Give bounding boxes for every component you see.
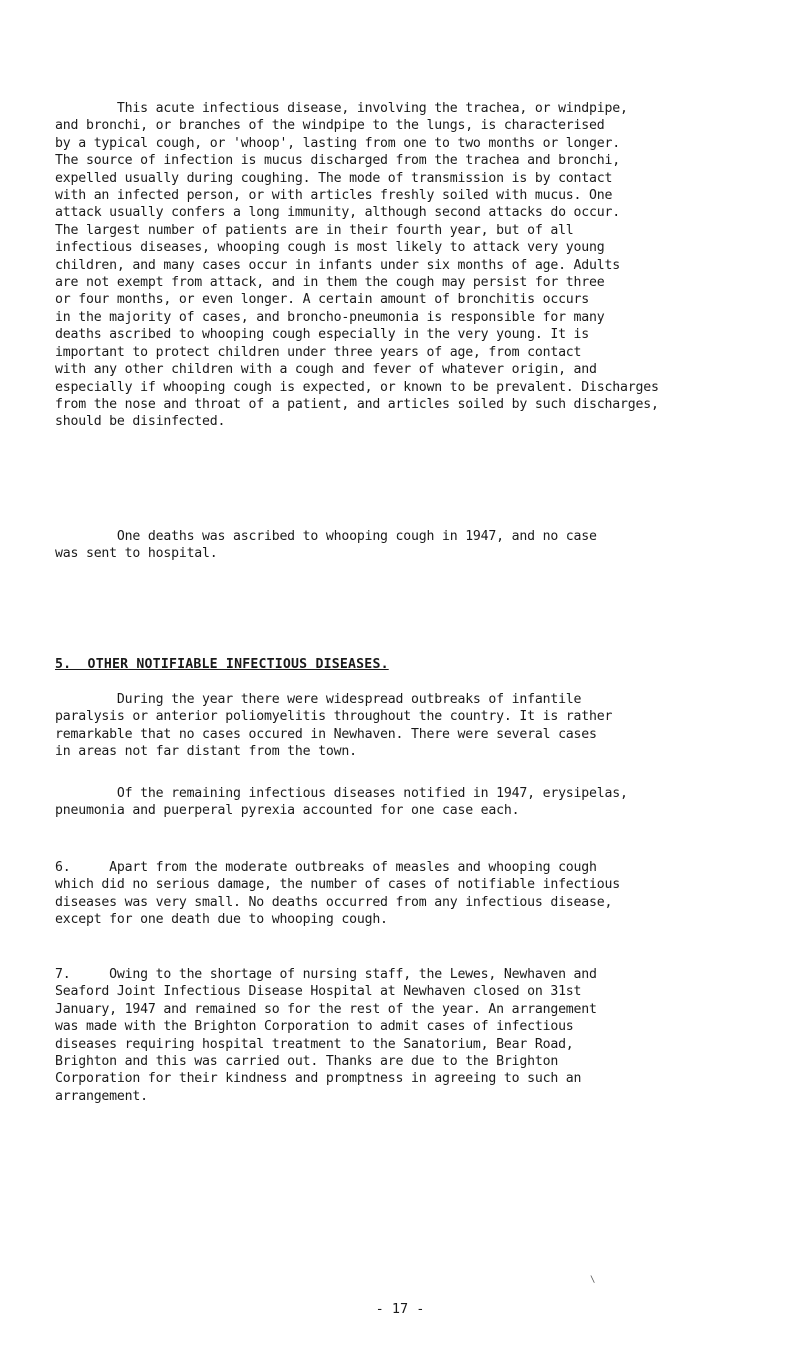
text-line: One deaths was ascribed to whooping cough in 1947, and no case	[55, 529, 597, 544]
text-line: expelled usually during coughing. The mode of transmission is by contact	[55, 170, 613, 186]
text-line: should be disinfected.	[55, 414, 226, 430]
text-line: or four months, or even longer. A certain amount of bronchitis occurs	[55, 292, 590, 308]
text-line: Corporation for their kindness and promptness in agreeing to such an	[55, 1071, 582, 1087]
text-line: Seaford Joint Infectious Disease Hospital at Newhaven closed on 31st	[55, 984, 582, 1000]
paragraph-7	[55, 966, 757, 1105]
text-line: remarkable that no cases occured in Newhaven. There were several cases	[55, 726, 597, 742]
text-line: During the year there were widespread outbreaks of infantile	[55, 692, 582, 707]
paragraph-deaths	[55, 528, 757, 563]
text-line: except for one death due to whooping cough.	[55, 912, 388, 928]
text-line: Of the remaining infectious diseases notified in 1947, erysipelas,	[55, 786, 628, 801]
paragraph-whooping-cough	[55, 100, 757, 431]
text-line: paralysis or anterior poliomyelitis throughout the country. It is rather	[55, 709, 613, 725]
text-line: January, 1947 and remained so for the rest of the year. An arrangement	[55, 1001, 597, 1017]
text-line: infectious diseases, whooping cough is most likely to attack very young	[55, 240, 605, 256]
text-line: important to protect children under three years of age, from contact	[55, 344, 582, 360]
text-line: with any other children with a cough and fever of whatever origin, and	[55, 362, 597, 378]
text-line: deaths ascribed to whooping cough especially in the very young. It is	[55, 327, 590, 343]
stray-mark: \	[590, 1275, 596, 1285]
text-line: diseases requiring hospital treatment to the Sanatorium, Bear Road,	[55, 1036, 574, 1052]
text-line: from the nose and throat of a patient, and articles soiled by such discharges,	[55, 396, 659, 412]
text-line: attack usually confers a long immunity, although second attacks do occur.	[55, 205, 620, 221]
text-line: arrangement.	[55, 1088, 148, 1104]
text-line: The largest number of patients are in their fourth year, but of all	[55, 222, 574, 238]
section-heading: 5. OTHER NOTIFIABLE INFECTIOUS DISEASES.	[55, 657, 389, 672]
text-line: children, and many cases occur in infants under six months of age. Adults	[55, 257, 620, 273]
text-line: which did no serious damage, the number of cases of notifiable infectious	[55, 877, 620, 893]
text-line: 7. Owing to the shortage of nursing staff, the Lewes, Newhaven and	[55, 967, 597, 982]
text-line: are not exempt from attack, and in them the cough may persist for three	[55, 275, 605, 291]
text-line: in areas not far distant from the town.	[55, 744, 357, 760]
text-line: was made with the Brighton Corporation to admit cases of infectious	[55, 1019, 574, 1035]
text-line: and bronchi, or branches of the windpipe to the lungs, is characterised	[55, 118, 605, 134]
text-line: diseases was very small. No deaths occurred from any infectious disease,	[55, 894, 613, 910]
text-line: This acute infectious disease, involving the trachea, or windpipe,	[55, 101, 628, 116]
paragraph-remaining-diseases	[55, 785, 757, 820]
text-line: was sent to hospital.	[55, 546, 218, 562]
text-line: The source of infection is mucus discharged from the trachea and bronchi,	[55, 153, 620, 169]
text-line: pneumonia and puerperal pyrexia accounted for one case each.	[55, 803, 520, 819]
text-line: especially if whooping cough is expected, or known to be prevalent. Discharges	[55, 379, 659, 395]
page-number: - 17 -	[375, 1301, 425, 1317]
text-line: with an infected person, or with articles freshly soiled with mucus. One	[55, 188, 613, 204]
paragraph-6	[55, 859, 757, 929]
paragraph-polio	[55, 691, 757, 761]
text-line: Brighton and this was carried out. Thanks are due to the Brighton	[55, 1054, 559, 1070]
text-line: in the majority of cases, and broncho-pneumonia is responsible for many	[55, 309, 605, 325]
text-line: 6. Apart from the moderate outbreaks of measles and whooping cough	[55, 860, 597, 875]
text-line: by a typical cough, or 'whoop', lasting from one to two months or longer.	[55, 135, 620, 151]
